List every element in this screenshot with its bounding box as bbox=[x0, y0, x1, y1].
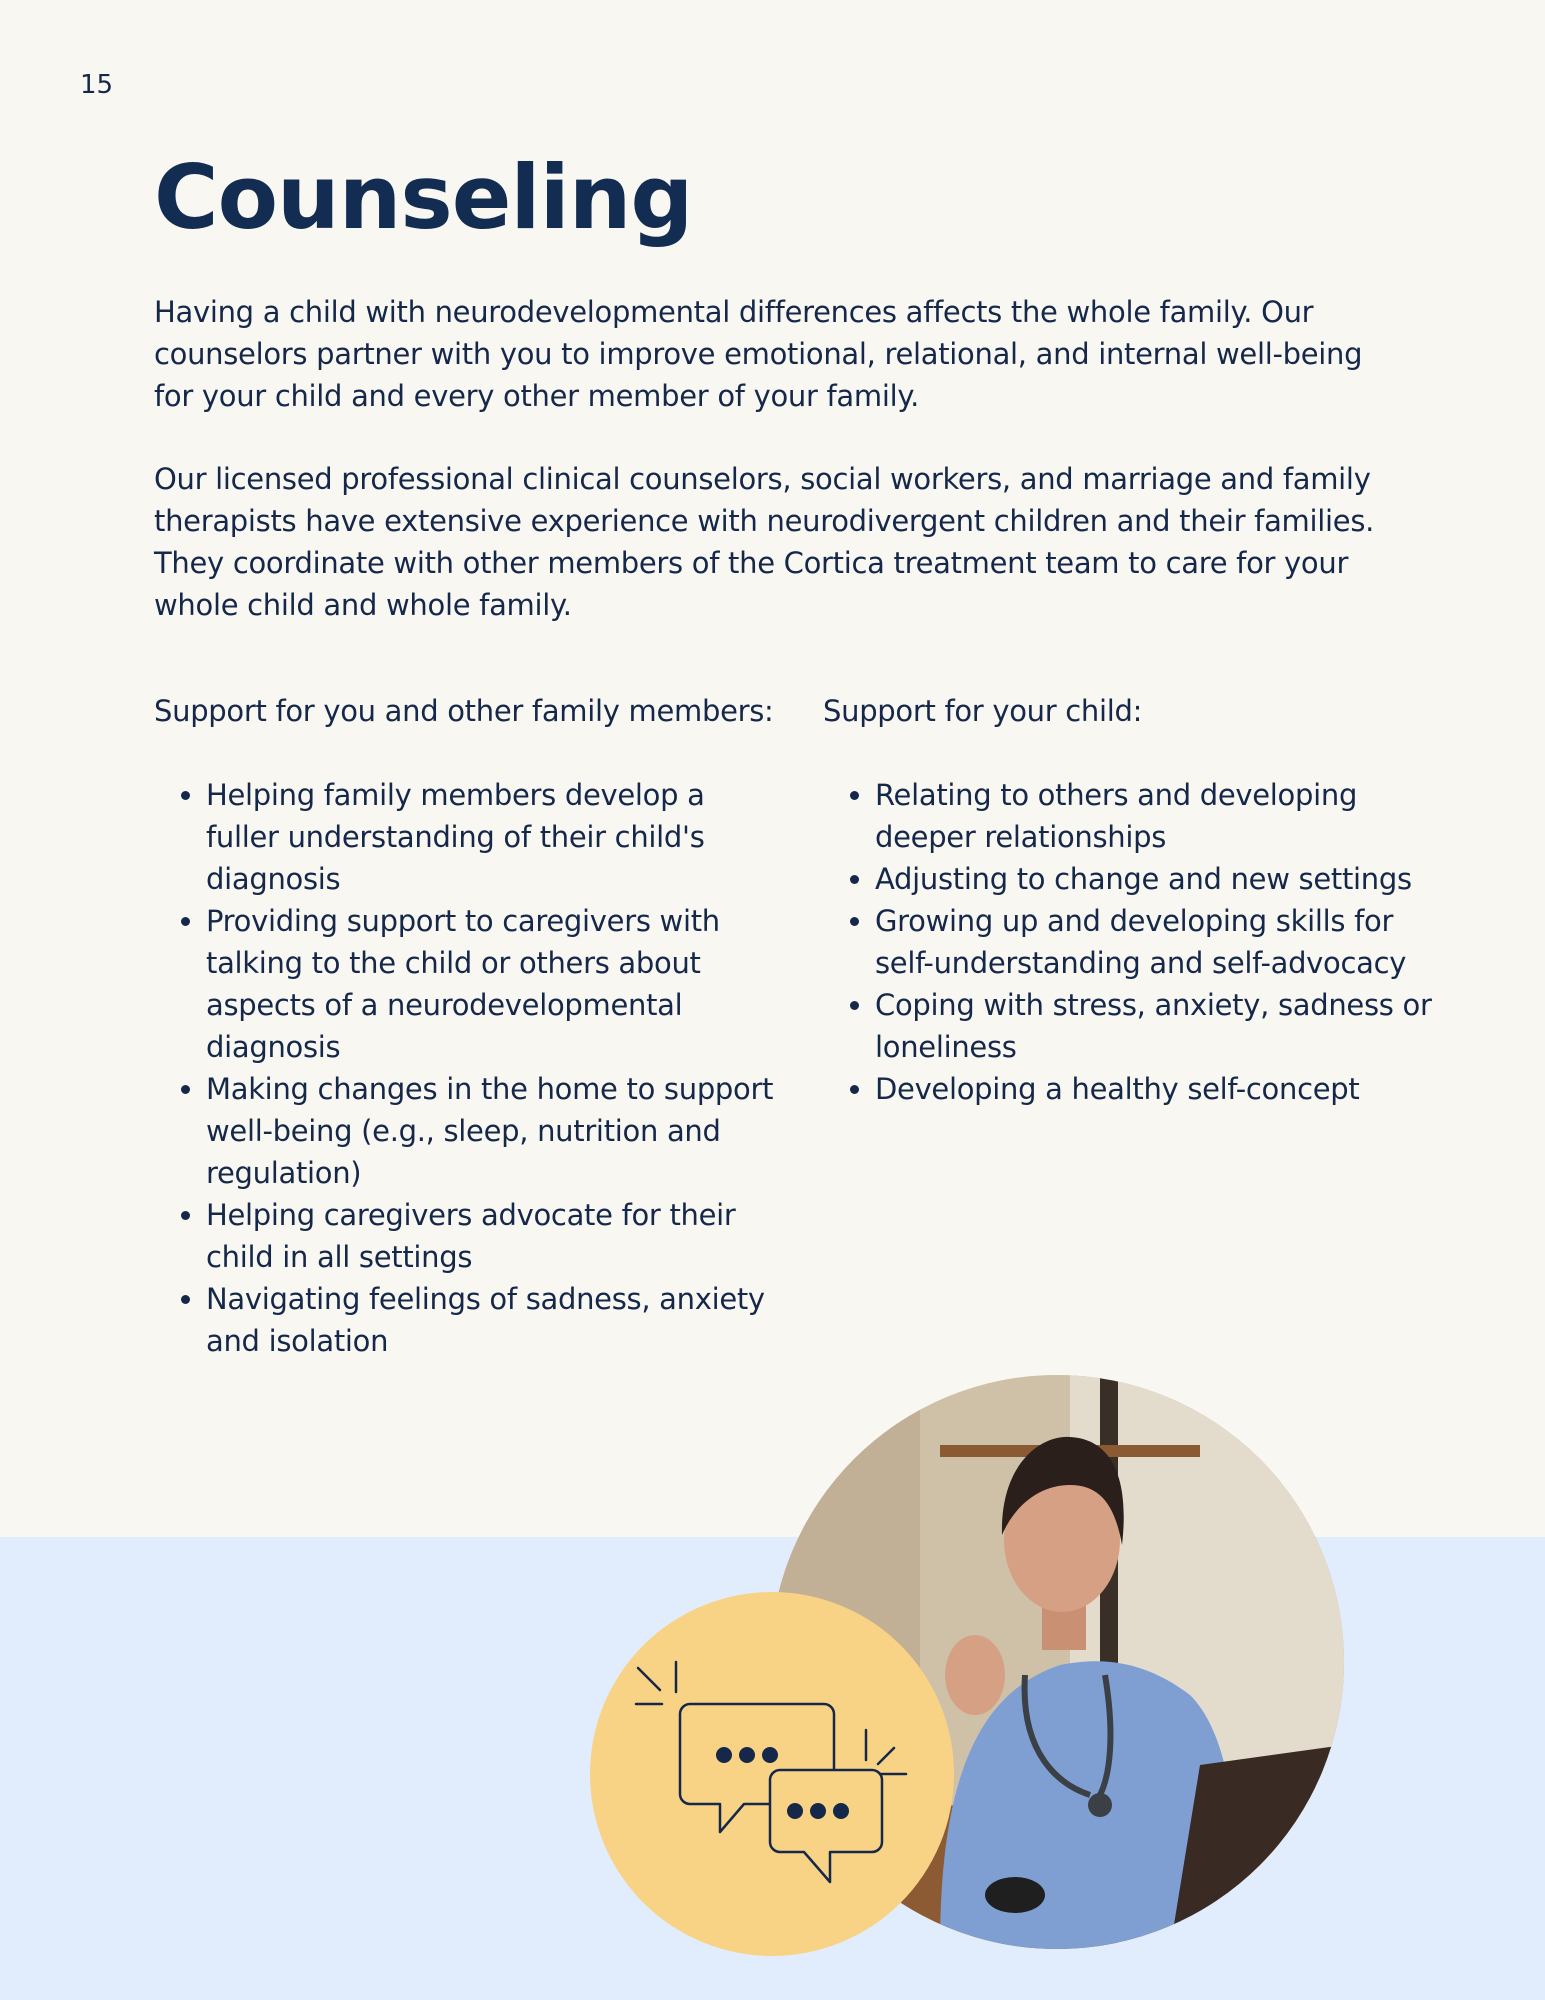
page-title: Counseling bbox=[154, 146, 693, 249]
list-item: • Helping caregivers advocate for their child in all settings bbox=[206, 1194, 774, 1278]
list-item: • Navigating feelings of sadness, anxiety and isolation bbox=[206, 1278, 774, 1362]
family-support-list bbox=[154, 774, 774, 1362]
child-support-heading: Support for your child: bbox=[823, 694, 1143, 728]
list-item: • Coping with stress, anxiety, sadness or loneliness bbox=[875, 984, 1443, 1068]
list-item: • Developing a healthy self-concept bbox=[875, 1068, 1443, 1110]
list-item: • Providing support to caregivers with talking to the child or others about aspects of a neurodevelopmental diagnosis bbox=[206, 900, 774, 1068]
page-number: 15 bbox=[80, 70, 114, 100]
child-support-list bbox=[823, 774, 1443, 1110]
family-support-section bbox=[154, 690, 774, 1362]
list-item: • Adjusting to change and new settings bbox=[875, 858, 1443, 900]
intro-paragraph-1: Having a child with neurodevelopmental differences affects the whole family. Our counselors partner with you to improve emotional, relational, and internal well-being for your child and every other member of your family. bbox=[154, 295, 1363, 413]
list-item: • Relating to others and developing deeper relationships bbox=[875, 774, 1443, 858]
list-item: • Making changes in the home to support well-being (e.g., sleep, nutrition and regulation) bbox=[206, 1068, 774, 1194]
list-item: • Helping family members develop a fuller understanding of their child's diagnosis bbox=[206, 774, 774, 900]
intro-paragraph-2: Our licensed professional clinical counselors, social workers, and marriage and family therapists have extensive experience with neurodivergent children and their families. They coordinate with other members of the Cortica treatment team to care for your whole child and whole family. bbox=[154, 462, 1375, 622]
family-support-heading: Support for you and other family members: bbox=[154, 694, 774, 728]
chat-illustration-circle bbox=[590, 1592, 954, 1956]
list-item: • Growing up and developing skills for self-understanding and self-advocacy bbox=[875, 900, 1443, 984]
chat-bubbles-icon bbox=[590, 1592, 954, 1956]
child-support-section bbox=[823, 690, 1443, 1110]
